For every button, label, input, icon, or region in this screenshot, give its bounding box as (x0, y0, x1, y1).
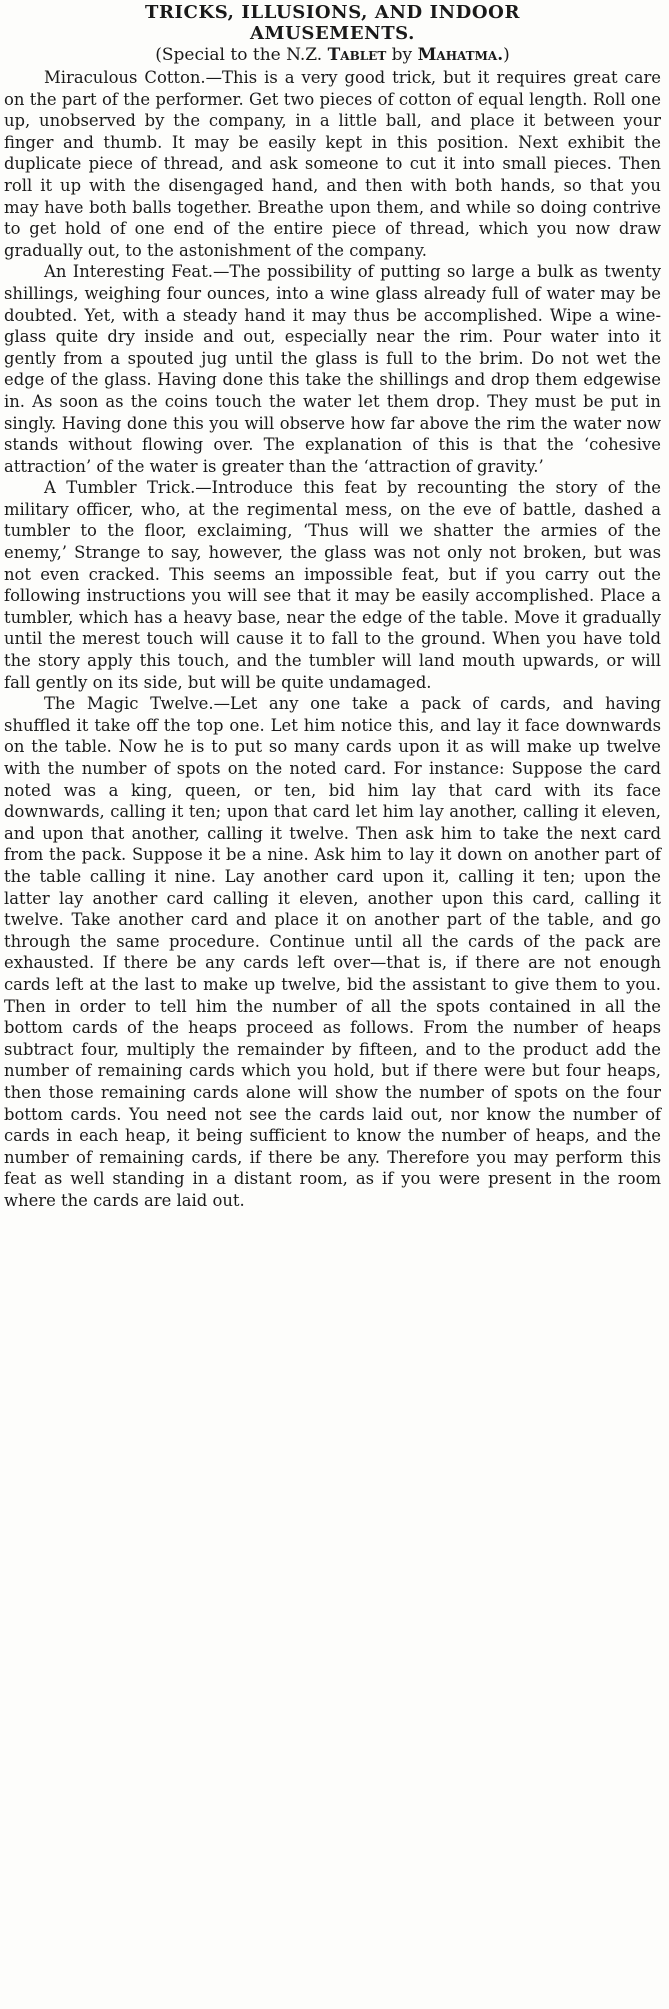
paragraph-body: Introduce this feat by recounting the story of the military officer, who, at the regimental mess, on the eve of battle, dashed a tumbler to the floor, exclaiming, ‘Thus will we shatter the armies of the enemy,’ Strange to say, however, the glass was not only not broken, but was not even cracked. This seems an impossible feat, but if you carry out the following instructions you will see that it may be easily accomplished. Place a tumbler, which has a heavy base, near the edge of the table. Move it gradually until the merest touch will cause it to fall to the ground. When you have told the story apply this touch, and the tumbler will land mouth upwards, or will fall gently on its side, but will be quite undamaged. (4, 478, 661, 692)
paragraph-lead: An Interesting Feat.— (44, 262, 230, 282)
paragraph-body: The possibility of putting so large a bulk as twenty shillings, weighing four ounces, into a wine glass already full of water may be doubted. Yet, with a steady hand it may thus be accomplished. Wipe a wine-glass quite dry inside and out, especially near the rim. Pour water into it gently from a spouted jug until the glass is full to the brim. Do not wet the edge of the glass. Having done this take the shillings and drop them edgewise in. As soon as the coins touch the water let them drop. They must be put in singly. Having done this you will observe how far above the rim the water now stands without flowing over. The explanation of this is that the ‘cohesive attraction’ of the water is greater than the ‘attraction of gravity.’ (4, 262, 661, 476)
paragraph-miraculous-cotton (4, 67, 661, 261)
byline-author: Mahatma. (417, 45, 504, 65)
paragraph-lead: A Tumbler Trick.— (44, 478, 212, 498)
article-headline (4, 2, 661, 44)
paragraph-body: This is a very good trick, but it requires great care on the part of the performer. Get two pieces of cotton of equal length. Roll one up, unobserved by the company, in a little ball, and place it between your finger and thumb. It may be easily kept in this position. Next exhibit the duplicate piece of thread, and ask someone to cut it into small pieces. Then roll it up with the disengaged hand, and then with both hands, so that you may have both balls together. Breathe upon them, and while so doing contrive to get hold of one end of the entire piece of thread, which you now draw gradually out, to the astonishment of the company. (4, 68, 661, 260)
paragraph-interesting-feat (4, 261, 661, 477)
byline-prefix: (Special to the N.Z. (155, 45, 323, 65)
paragraph-lead: The Magic Twelve.— (44, 694, 230, 714)
byline-suffix: ) (503, 45, 510, 65)
article-byline (4, 44, 661, 66)
headline-line-1: TRICKS, ILLUSIONS, AND INDOOR (144, 2, 521, 23)
paragraph-magic-twelve (4, 693, 661, 1211)
paragraph-lead: Miraculous Cotton.— (44, 68, 223, 87)
headline-line-2: AMUSEMENTS. (249, 23, 416, 44)
byline-by: by (391, 45, 413, 65)
paragraph-body: Let any one take a pack of cards, and having shuffled it take off the top one. Let him notice this, and lay it face downwards on the table. Now he is to put so many cards upon it as will make up twelve with the number of spots on the noted card. For instance: Suppose the card noted was a king, queen, or ten, bid him lay that card with its face downwards, calling it ten; upon that card let him lay another, calling it eleven, and upon that another, calling it twelve. Then ask him to take the next card from the pack. Suppose it be a nine. Ask him to lay it down on another part of the table calling it nine. Lay another card upon it, calling it ten; upon the latter lay another card calling it eleven, another upon this card, calling it twelve. Take another card and place it on another part of the table, and go through the same procedure. Continue until all the cards of the pack are exhausted. If there be any cards left over—that is, if there are not enough cards left at the last to make up twelve, bid the assistant to give them to you. Then in order to tell him the number of all the spots contained in all the bottom cards of the heaps proceed as follows. From the number of heaps subtract four, multiply the remainder by fifteen, and to the product add the number of remaining cards which you hold, but if there were but four heaps, then those remaining cards alone will show the number of spots on the four bottom cards. You need not see the cards laid out, nor know the number of cards in each heap, it being sufficient to know the number of heaps, and the number of remaining cards, if there be any. Therefore you may perform this feat as well standing in a distant room, as if you were present in the room where the cards are laid out. (4, 694, 661, 1210)
paragraph-tumbler-trick (4, 477, 661, 693)
byline-tablet: Tablet (327, 45, 387, 65)
